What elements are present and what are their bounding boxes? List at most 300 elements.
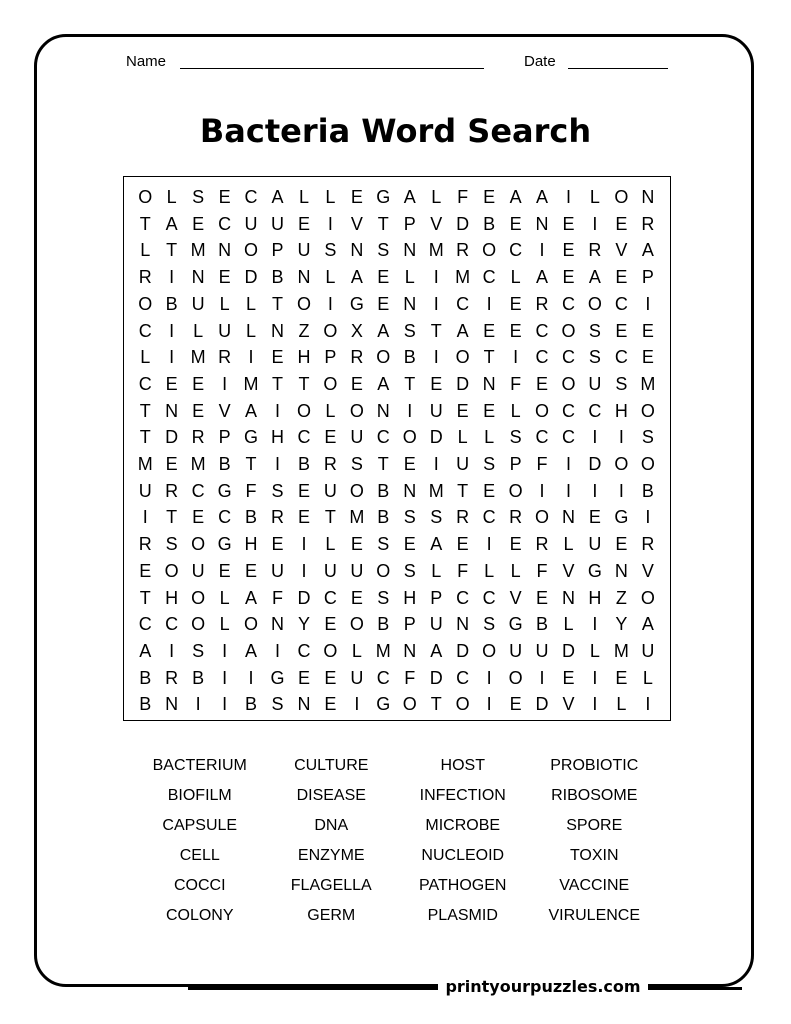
- grid-letter: O: [614, 187, 629, 207]
- grid-letter: L: [484, 560, 495, 581]
- grid-letter: I: [195, 694, 201, 715]
- grid-letter: S: [377, 587, 390, 608]
- grid-letter: G: [614, 507, 629, 528]
- grid-letter: L: [246, 293, 257, 314]
- grid-letter: Y: [297, 614, 310, 635]
- word-list-item: PROBIOTIC: [550, 757, 639, 774]
- grid-letter: G: [349, 293, 364, 314]
- grid-letter: A: [403, 187, 416, 207]
- grid-letter: A: [641, 614, 654, 635]
- grid-letter: E: [350, 187, 363, 207]
- grid-letter: C: [535, 427, 549, 448]
- grid-letter: L: [642, 667, 653, 688]
- grid-letter: I: [565, 480, 571, 501]
- grid-letter: E: [377, 267, 390, 288]
- grid-letter: T: [377, 454, 389, 474]
- grid-letter: L: [325, 187, 336, 207]
- grid-letter: A: [350, 267, 363, 288]
- grid-letter: E: [615, 213, 628, 234]
- grid-letter: N: [614, 560, 628, 581]
- grid-letter: L: [510, 400, 521, 421]
- word-list-item: RIBOSOME: [551, 787, 638, 804]
- grid-letter: E: [509, 694, 522, 715]
- grid-letter: B: [297, 454, 310, 474]
- grid-letter: I: [433, 454, 439, 474]
- grid-letter: E: [403, 454, 416, 474]
- grid-letter: N: [403, 640, 417, 661]
- grid-letter: A: [430, 534, 443, 555]
- grid-letter: E: [641, 347, 654, 368]
- grid-letter: C: [482, 587, 496, 608]
- grid-letter: M: [190, 454, 206, 474]
- grid-letter: C: [614, 293, 628, 314]
- grid-letter: C: [561, 400, 575, 421]
- grid-letter: C: [456, 587, 470, 608]
- grid-letter: O: [138, 187, 153, 207]
- grid-letter: C: [588, 400, 602, 421]
- grid-letter: B: [139, 667, 152, 688]
- grid-letter: O: [323, 373, 338, 394]
- grid-letter: U: [509, 640, 523, 661]
- grid-letter: I: [592, 694, 598, 715]
- grid-letter: E: [615, 667, 628, 688]
- grid-letter: E: [139, 560, 152, 581]
- grid-letter: P: [403, 614, 416, 635]
- grid-letter: M: [243, 373, 259, 394]
- grid-letter: E: [324, 694, 337, 715]
- grid-row: [132, 318, 661, 344]
- grid-letter: E: [192, 373, 205, 394]
- grid-letter: B: [218, 454, 231, 474]
- grid-letter: Y: [615, 614, 628, 635]
- grid-letter: O: [508, 667, 523, 688]
- grid-letter: E: [588, 507, 601, 528]
- word-list-item: TOXIN: [569, 847, 619, 864]
- grid-letter: P: [430, 587, 443, 608]
- grid-letter: A: [245, 400, 258, 421]
- grid-letter: I: [433, 267, 439, 288]
- grid-letter: L: [431, 187, 442, 207]
- grid-letter: I: [222, 694, 228, 715]
- grid-letter: E: [350, 534, 363, 555]
- grid-letter: H: [165, 587, 179, 608]
- grid-letter: G: [270, 667, 285, 688]
- grid-letter: D: [456, 640, 470, 661]
- grid-letter: N: [270, 320, 284, 341]
- grid-letter: I: [645, 507, 651, 528]
- grid-letter: D: [429, 427, 443, 448]
- grid-letter: Z: [298, 320, 310, 341]
- grid-letter: T: [139, 213, 151, 234]
- grid-letter: P: [641, 267, 654, 288]
- grid-letter: C: [535, 347, 549, 368]
- grid-letter: G: [217, 480, 232, 501]
- grid-letter: C: [456, 667, 470, 688]
- grid-letter: E: [192, 400, 205, 421]
- grid-letter: E: [192, 213, 205, 234]
- grid-letter: E: [615, 534, 628, 555]
- grid-letter: S: [324, 240, 337, 261]
- grid-letter: S: [350, 454, 363, 474]
- grid-letter: I: [169, 267, 175, 288]
- grid-letter: N: [456, 614, 470, 635]
- grid-letter: U: [350, 667, 364, 688]
- grid-letter: B: [536, 614, 549, 635]
- grid-letter: I: [222, 667, 228, 688]
- grid-letter: E: [218, 187, 231, 207]
- grid-letter: E: [509, 534, 522, 555]
- grid-letter: V: [641, 560, 654, 581]
- grid-letter: I: [274, 454, 280, 474]
- grid-letter: C: [535, 320, 549, 341]
- grid-letter: R: [165, 667, 179, 688]
- grid-letter: I: [565, 187, 571, 207]
- grid-letter: E: [165, 454, 178, 474]
- grid-letter: R: [535, 293, 549, 314]
- grid-letter: U: [429, 614, 443, 635]
- grid-letter: I: [169, 347, 175, 368]
- grid-letter: B: [165, 293, 178, 314]
- grid-letter: C: [244, 187, 258, 207]
- grid-letter: N: [482, 373, 496, 394]
- name-label: Name: [126, 53, 167, 70]
- grid-letter: O: [138, 293, 153, 314]
- grid-letter: V: [509, 587, 522, 608]
- grid-letter: L: [589, 640, 600, 661]
- grid-letter: O: [482, 640, 497, 661]
- grid-letter: P: [509, 454, 522, 474]
- grid-letter: I: [513, 347, 519, 368]
- grid-letter: D: [561, 640, 575, 661]
- grid-letter: U: [588, 373, 602, 394]
- grid-letter: L: [246, 320, 257, 341]
- grid-letter: D: [429, 667, 443, 688]
- grid-letter: N: [350, 240, 364, 261]
- grid-letter: E: [615, 320, 628, 341]
- grid-letter: A: [588, 267, 601, 288]
- footer-line-right: [648, 987, 742, 990]
- grid-letter: R: [350, 347, 364, 368]
- grid-letter: A: [641, 240, 654, 261]
- grid-letter: E: [324, 614, 337, 635]
- grid-letter: C: [561, 347, 575, 368]
- grid-letter: N: [165, 400, 179, 421]
- grid-letter: T: [430, 694, 442, 715]
- grid-row: [132, 237, 661, 263]
- grid-letter: M: [375, 640, 391, 661]
- grid-letter: E: [456, 534, 469, 555]
- grid-letter: T: [457, 480, 469, 501]
- grid-letter: F: [457, 560, 469, 581]
- grid-letter: E: [218, 267, 231, 288]
- grid-letter: F: [271, 587, 283, 608]
- grid-letter: L: [431, 560, 442, 581]
- grid-letter: O: [244, 614, 259, 635]
- grid-letter: D: [456, 373, 470, 394]
- grid-letter: O: [561, 373, 576, 394]
- grid-letter: P: [271, 240, 284, 261]
- grid-row: [132, 478, 661, 504]
- grid-letter: S: [615, 373, 628, 394]
- grid-letter: I: [592, 427, 598, 448]
- grid-letter: U: [191, 560, 205, 581]
- grid-row: [132, 638, 661, 664]
- grid-letter: S: [377, 534, 390, 555]
- word-list: [134, 756, 660, 926]
- grid-letter: N: [165, 694, 179, 715]
- grid-letter: O: [349, 614, 364, 635]
- grid-letter: I: [618, 427, 624, 448]
- grid-letter: A: [245, 640, 258, 661]
- grid-row: [132, 558, 661, 584]
- grid-letter: R: [535, 534, 549, 555]
- grid-row: [132, 424, 661, 450]
- grid-letter: T: [271, 293, 283, 314]
- grid-letter: D: [456, 213, 470, 234]
- grid-letter: O: [587, 293, 602, 314]
- grid-letter: D: [297, 587, 311, 608]
- grid-letter: A: [536, 267, 549, 288]
- grid-letter: C: [376, 427, 390, 448]
- grid-letter: E: [483, 480, 496, 501]
- grid-letter: U: [297, 240, 311, 261]
- grid-letter: L: [563, 534, 574, 555]
- grid-letter: R: [138, 534, 152, 555]
- word-list-item: VACCINE: [559, 877, 630, 894]
- grid-letter: N: [403, 240, 417, 261]
- grid-letter: T: [166, 507, 178, 528]
- grid-row: [132, 585, 661, 611]
- grid-letter: B: [245, 694, 258, 715]
- grid-letter: U: [218, 320, 232, 341]
- grid-letter: I: [222, 373, 228, 394]
- grid-letter: E: [562, 667, 575, 688]
- grid-letter: M: [455, 267, 471, 288]
- grid-letter: E: [483, 320, 496, 341]
- grid-letter: E: [430, 373, 443, 394]
- grid-row: [132, 531, 661, 557]
- grid-letter: C: [138, 373, 152, 394]
- grid-letter: M: [190, 240, 206, 261]
- grid-letter: R: [641, 213, 655, 234]
- grid-letter: O: [296, 400, 311, 421]
- grid-letter: I: [645, 694, 651, 715]
- grid-letter: E: [403, 534, 416, 555]
- grid-letter: S: [192, 640, 205, 661]
- grid-row: [132, 264, 661, 290]
- grid-letter: I: [486, 293, 492, 314]
- grid-letter: T: [245, 454, 257, 474]
- grid-letter: L: [325, 534, 336, 555]
- date-line: [568, 68, 668, 69]
- grid-letter: E: [562, 240, 575, 261]
- word-list-item: VIRULENCE: [548, 907, 641, 924]
- grid-letter: R: [588, 240, 602, 261]
- grid-row: [132, 691, 661, 717]
- grid-letter: V: [350, 213, 363, 234]
- grid-letter: O: [402, 694, 417, 715]
- grid-letter: C: [138, 320, 152, 341]
- grid-row: [132, 504, 661, 530]
- grid-letter: L: [563, 614, 574, 635]
- grid-letter: E: [456, 400, 469, 421]
- grid-letter: L: [510, 560, 521, 581]
- grid-letter: I: [274, 400, 280, 421]
- grid-letter: D: [588, 454, 602, 474]
- grid-letter: O: [614, 454, 629, 474]
- grid-letter: I: [539, 667, 545, 688]
- grid-letter: N: [561, 587, 575, 608]
- grid-letter: D: [535, 694, 549, 715]
- grid-letter: I: [327, 293, 333, 314]
- grid-letter: U: [191, 293, 205, 314]
- grid-letter: E: [192, 507, 205, 528]
- grid-letter: A: [165, 213, 178, 234]
- grid-letter: S: [509, 427, 522, 448]
- word-list-item: CELL: [179, 847, 220, 864]
- grid-letter: R: [138, 267, 152, 288]
- grid-letter: R: [323, 454, 337, 474]
- grid-letter: S: [588, 320, 601, 341]
- grid-letter: E: [562, 213, 575, 234]
- grid-letter: R: [509, 507, 523, 528]
- grid-letter: O: [508, 480, 523, 501]
- grid-letter: L: [351, 640, 362, 661]
- grid-letter: F: [245, 480, 257, 501]
- grid-letter: I: [565, 454, 571, 474]
- grid-letter: H: [614, 400, 628, 421]
- grid-letter: E: [324, 667, 337, 688]
- grid-letter: I: [433, 293, 439, 314]
- grid-letter: E: [350, 587, 363, 608]
- grid-letter: I: [539, 480, 545, 501]
- grid-letter: V: [218, 400, 231, 421]
- grid-letter: E: [271, 534, 284, 555]
- grid-letter: R: [456, 240, 470, 261]
- grid-letter: L: [219, 587, 230, 608]
- grid-letter: U: [323, 480, 337, 501]
- grid-letter: O: [455, 347, 470, 368]
- grid-letter: I: [486, 534, 492, 555]
- grid-letter: I: [301, 534, 307, 555]
- grid-letter: T: [377, 213, 389, 234]
- grid-letter: P: [218, 427, 231, 448]
- grid-letter: A: [430, 640, 443, 661]
- grid-letter: I: [618, 480, 624, 501]
- grid-letter: R: [218, 347, 232, 368]
- word-list-item: DISEASE: [296, 787, 366, 804]
- grid-letter: L: [219, 614, 230, 635]
- grid-letter: S: [271, 480, 284, 501]
- grid-letter: U: [323, 560, 337, 581]
- grid-letter: B: [377, 614, 390, 635]
- grid-letter: U: [429, 400, 443, 421]
- grid-letter: O: [244, 240, 259, 261]
- grid-letter: H: [297, 347, 311, 368]
- grid-letter: L: [404, 267, 415, 288]
- grid-letter: I: [486, 694, 492, 715]
- grid-letter: R: [191, 427, 205, 448]
- grid-letter: I: [645, 293, 651, 314]
- grid-letter: A: [139, 640, 152, 661]
- grid-letter: S: [271, 694, 284, 715]
- grid-letter: O: [191, 534, 206, 555]
- grid-letter: I: [169, 640, 175, 661]
- grid-letter: M: [640, 373, 656, 394]
- grid-letter: E: [483, 187, 496, 207]
- grid-letter: G: [508, 614, 523, 635]
- grid-letter: C: [297, 640, 311, 661]
- grid-letter: B: [139, 694, 152, 715]
- date-label: Date: [524, 53, 556, 70]
- grid-letter: E: [297, 480, 310, 501]
- grid-letter: I: [169, 320, 175, 341]
- grid-letter: R: [270, 507, 284, 528]
- grid-letter: L: [193, 320, 204, 341]
- grid-letter: F: [536, 560, 548, 581]
- grid-row: [132, 611, 661, 637]
- grid-letter: E: [536, 587, 549, 608]
- grid-letter: B: [377, 507, 390, 528]
- grid-letter: I: [354, 694, 360, 715]
- grid-letter: C: [218, 507, 232, 528]
- grid-letter: T: [324, 507, 336, 528]
- grid-letter: E: [509, 320, 522, 341]
- grid-letter: E: [509, 213, 522, 234]
- grid-letter: N: [641, 187, 655, 207]
- grid-letter: O: [349, 480, 364, 501]
- grid-letter: C: [509, 240, 523, 261]
- grid-letter: O: [402, 427, 417, 448]
- grid-letter: U: [138, 480, 152, 501]
- grid-letter: P: [324, 347, 337, 368]
- grid-letter: P: [403, 213, 416, 234]
- grid-row: [132, 398, 661, 424]
- grid-letter: V: [615, 240, 628, 261]
- grid-row: [132, 371, 661, 397]
- grid-letter: G: [376, 694, 391, 715]
- grid-letter: B: [245, 507, 258, 528]
- grid-letter: I: [592, 614, 598, 635]
- word-list-item: PATHOGEN: [419, 877, 507, 894]
- grid-letter: U: [350, 427, 364, 448]
- grid-letter: M: [613, 640, 629, 661]
- grid-letter: N: [270, 614, 284, 635]
- grid-letter: A: [377, 320, 390, 341]
- grid-letter: H: [270, 427, 284, 448]
- grid-letter: G: [217, 534, 232, 555]
- grid-letter: I: [407, 400, 413, 421]
- grid-letter: S: [165, 534, 178, 555]
- grid-letter: E: [536, 373, 549, 394]
- grid-letter: O: [376, 347, 391, 368]
- grid-letter: F: [510, 373, 522, 394]
- grid-letter: N: [218, 240, 232, 261]
- grid-letter: B: [377, 480, 390, 501]
- word-list-item: COCCI: [173, 877, 226, 894]
- grid-letter: I: [433, 347, 439, 368]
- grid-letter: L: [589, 187, 600, 207]
- grid-letter: C: [218, 213, 232, 234]
- grid-letter: S: [430, 507, 443, 528]
- word-list-item: GERM: [307, 907, 356, 924]
- grid-letter: A: [377, 373, 390, 394]
- grid-letter: I: [274, 640, 280, 661]
- grid-letter: I: [327, 213, 333, 234]
- grid-letter: E: [218, 560, 231, 581]
- grid-letter: N: [297, 267, 311, 288]
- grid-letter: I: [248, 347, 254, 368]
